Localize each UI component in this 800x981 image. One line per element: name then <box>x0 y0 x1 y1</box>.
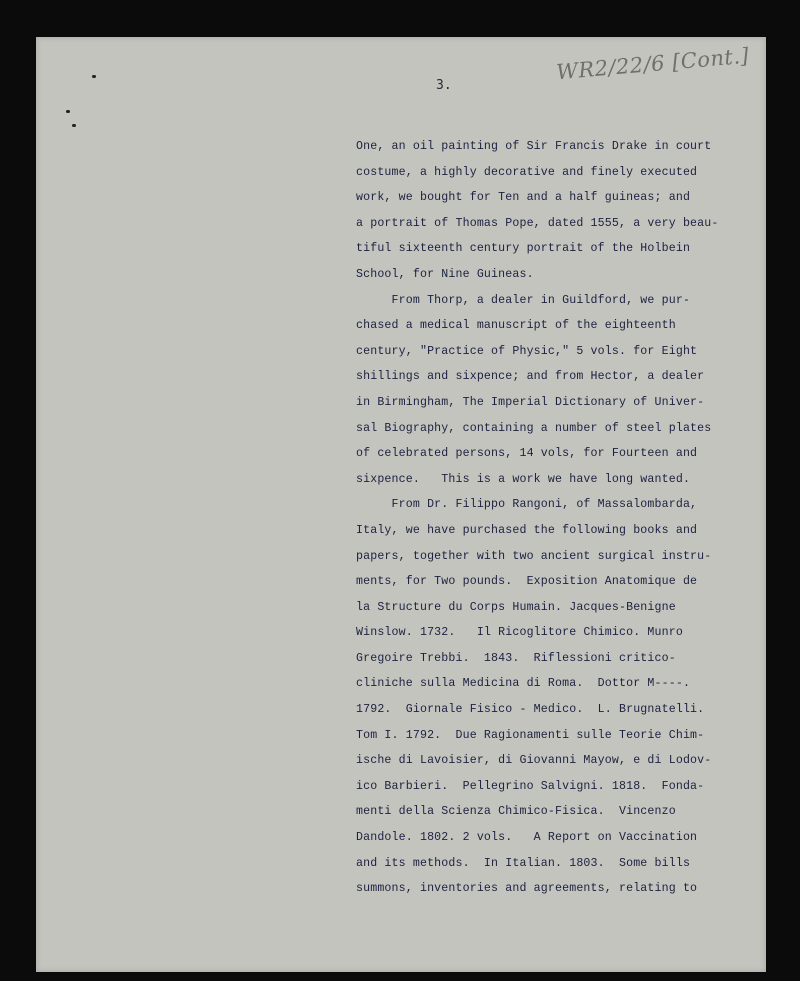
text-line: cliniche sulla Medicina di Roma. Dottor M----. <box>356 677 691 691</box>
text-line: One, an oil painting of Sir Francis Drake in court <box>356 140 712 153</box>
text-line: From Thorp, a dealer in Guildford, we pur- <box>356 293 691 307</box>
text-line: shillings and sixpence; and from Hector, a dealer <box>356 370 705 384</box>
text-line: From Dr. Filippo Rangoni, of Massalombarda, <box>356 498 698 512</box>
text-line: ico Barbieri. Pellegrino Salvigni. 1818. Fonda- <box>356 779 705 793</box>
text-line: la Structure du Corps Humain. Jacques-Benigne <box>356 600 676 614</box>
text-line: menti della Scienza Chimico-Fisica. Vincenzo <box>356 805 676 819</box>
text-line: Gregoire Trebbi. 1843. Riflessioni critico- <box>356 651 676 665</box>
page-number: 3. <box>436 78 452 93</box>
text-line: work, we bought for Ten and a half guineas; and <box>356 191 691 205</box>
text-line: in Birmingham, The Imperial Dictionary of Univer- <box>356 395 705 409</box>
punch-mark <box>66 110 70 113</box>
text-line: tiful sixteenth century portrait of the Holbein <box>356 242 691 256</box>
text-line: and its methods. In Italian. 1803. Some bills <box>356 856 691 870</box>
punch-mark <box>72 124 76 127</box>
text-line: century, "Practice of Physic," 5 vols. for Eight <box>356 344 698 358</box>
text-line: chased a medical manuscript of the eighteenth <box>356 319 676 333</box>
punch-mark <box>92 75 96 78</box>
text-line: of celebrated persons, 14 vols, for Fourteen and <box>356 447 698 461</box>
archive-reference-annotation: WR2/22/6 [Cont.] <box>555 43 751 85</box>
text-line: Italy, we have purchased the following books and <box>356 523 698 537</box>
text-line: a portrait of Thomas Pope, dated 1555, a very beau- <box>356 216 719 230</box>
text-line: School, for Nine Guineas. <box>356 267 534 281</box>
text-line: papers, together with two ancient surgical instru- <box>356 549 712 563</box>
text-line: Winslow. 1732. Il Ricoglitore Chimico. Munro <box>356 626 683 640</box>
text-line: 1792. Giornale Fisico - Medico. L. Brugnatelli. <box>356 703 705 717</box>
text-line: costume, a highly decorative and finely executed <box>356 165 698 179</box>
text-line: sal Biography, containing a number of steel plates <box>356 421 712 435</box>
typed-text-body <box>356 134 756 902</box>
text-line: ments, for Two pounds. Exposition Anatomique de <box>356 575 698 589</box>
text-line: sixpence. This is a work we have long wanted. <box>356 472 691 486</box>
text-line: Dandole. 1802. 2 vols. A Report on Vaccination <box>356 831 698 845</box>
text-line: ische di Lavoisier, di Giovanni Mayow, e di Lodov- <box>356 754 712 768</box>
text-line: Tom I. 1792. Due Ragionamenti sulle Teorie Chim- <box>356 728 705 742</box>
text-line: summons, inventories and agreements, relating to <box>356 882 698 896</box>
